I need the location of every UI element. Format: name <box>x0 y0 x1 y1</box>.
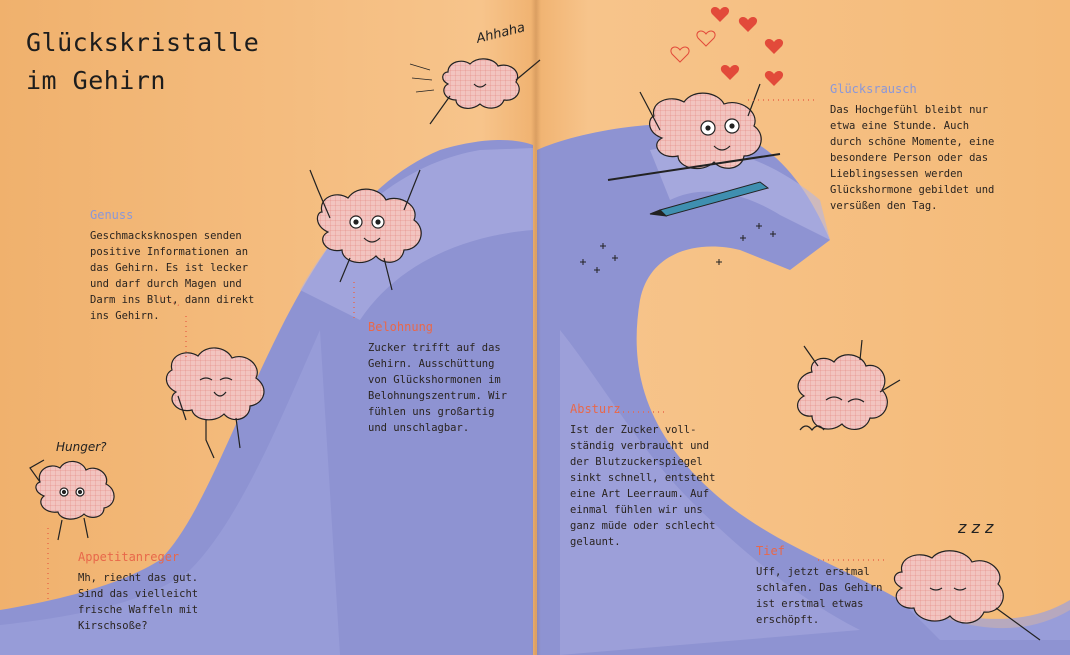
title-line-2: im Gehirn <box>26 66 166 95</box>
section-genuss-text: Geschmacksknospen senden positive Informationen an das Gehirn. Es ist lecker und darf durch Magen und Darm ins Blut, dann direkt ins Gehirn. <box>90 230 255 322</box>
section-genuss <box>90 206 270 324</box>
section-belohnung-text: Zucker trifft auf das Gehirn. Ausschüttung von Glückshormonen im Belohnungszentrum. Wir fühlen uns großartig und unschlagbar. <box>368 342 508 434</box>
section-tief-heading: Tief <box>756 544 785 558</box>
page-gutter <box>531 0 541 655</box>
doodle-sleep-text: z z z <box>958 518 994 537</box>
section-absturz-text: Ist der Zucker voll- ständig verbraucht und der Blutzuckerspiegel sinkt schnell, entsteht eine Art Leerraum. Auf einmal fühlen wir uns ganz müde oder schlecht gelaunt. <box>570 424 716 548</box>
section-belohnung-heading: Belohnung <box>368 320 434 334</box>
section-appetitanreger-text: Mh, riecht das gut. Sind das vielleicht frische Waffeln mit Kirschsoße? <box>78 572 199 632</box>
section-genuss-heading: Genuss <box>90 208 134 222</box>
brain-flying <box>410 59 540 124</box>
brain-falling <box>798 340 900 430</box>
section-gluecksrausch <box>830 80 1030 214</box>
section-belohnung <box>368 318 528 436</box>
section-tief <box>756 542 906 628</box>
section-tief-text: Uff, jetzt erstmal schlafen. Das Gehirn ist erstmal etwas erschöpft. <box>756 566 883 626</box>
title-line-1: Glückskristalle <box>26 28 260 57</box>
section-absturz <box>570 400 730 550</box>
section-appetitanreger <box>78 548 238 634</box>
section-appetitanreger-heading: Appetitanreger <box>78 550 180 564</box>
section-absturz-heading: Absturz <box>570 402 621 416</box>
section-gluecksrausch-text: Das Hochgefühl bleibt nur etwa eine Stunde. Auch durch schöne Momente, eine besondere Person oder das Lieblingsessen werden Glückshormone gebildet und versüßen den Tag. <box>830 104 995 212</box>
doodle-laugh-text: Ahhaha <box>474 20 527 47</box>
page-title <box>26 24 259 100</box>
brain-hungry <box>30 460 114 540</box>
doodle-hunger-text: Hunger? <box>56 440 107 454</box>
hearts <box>671 7 783 86</box>
section-gluecksrausch-heading: Glücksrausch <box>830 82 917 96</box>
